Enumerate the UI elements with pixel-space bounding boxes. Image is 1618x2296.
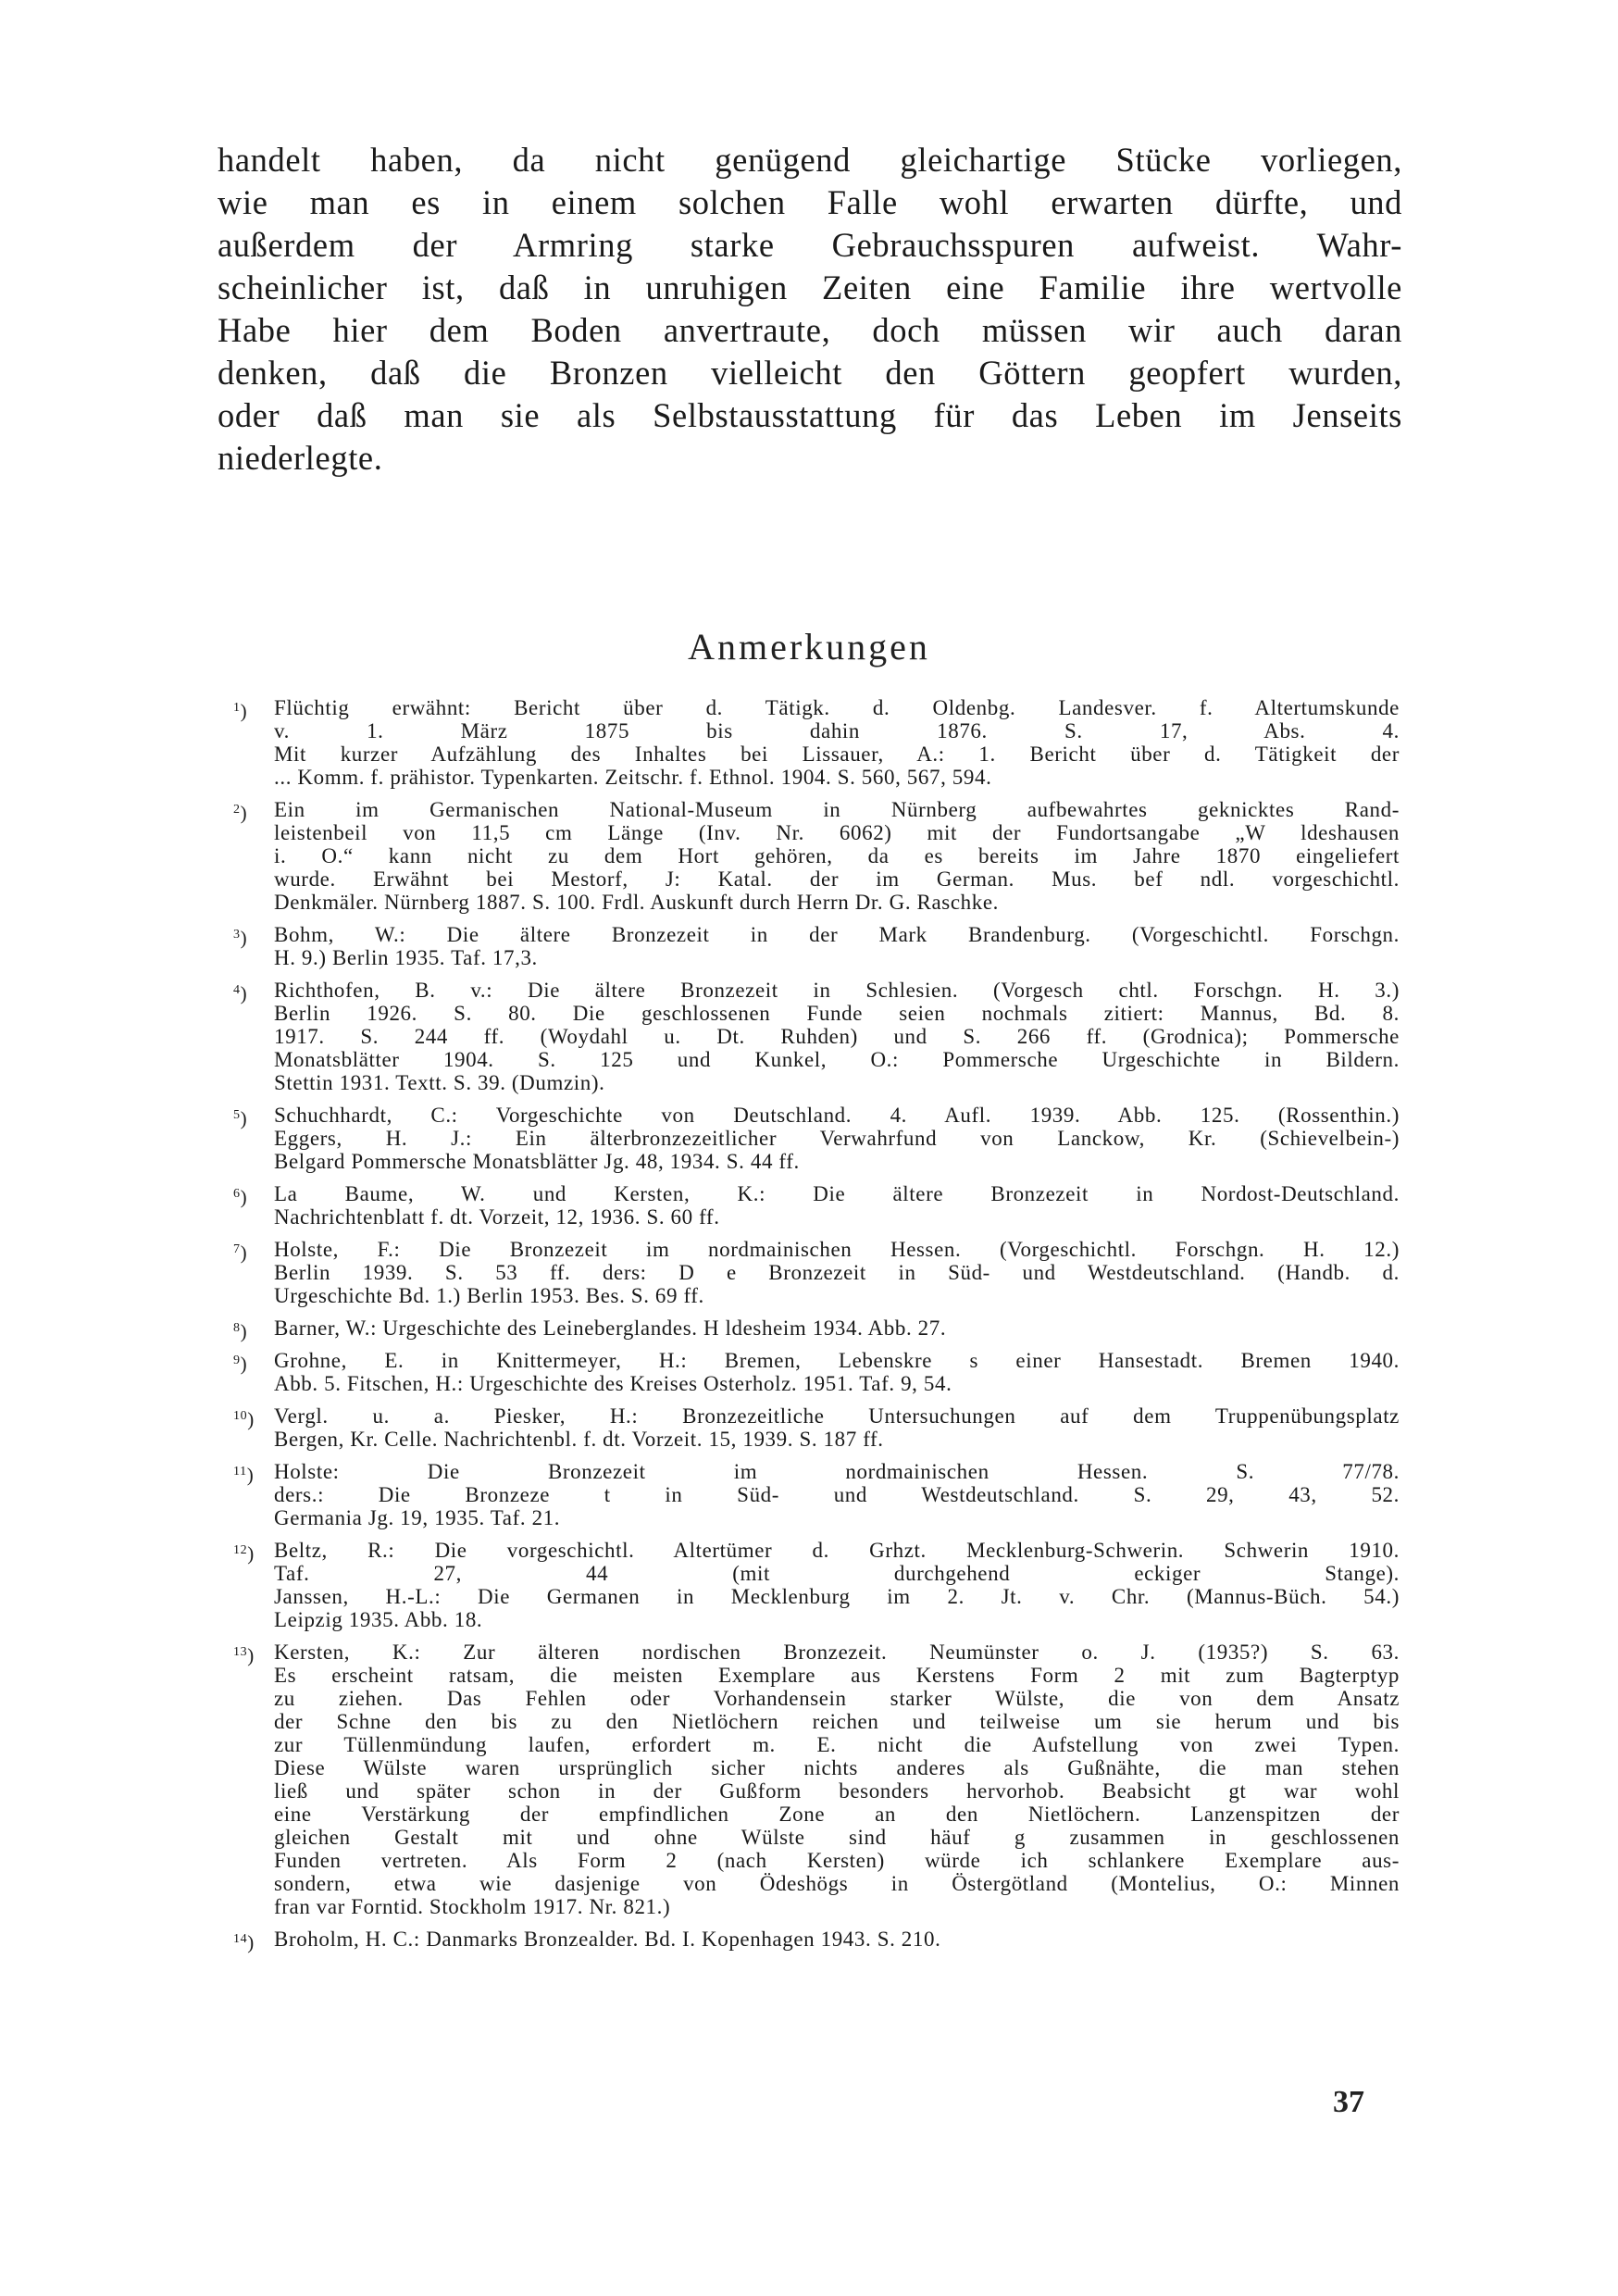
footnote-line: Nachrichtenblatt f. dt. Vorzeit, 12, 1936. S. 60 ff. — [274, 1205, 720, 1229]
footnote-line: Vergl. u. a. Piesker, H.: Bronzezeitliche Untersuchungen auf dem Truppenübungsplatz — [274, 1404, 1400, 1428]
footnote-line: wurde. Erwähnt bei Mestorf, J: Katal. der im German. Mus. bef ndl. vorgeschichtl. — [274, 867, 1400, 891]
footnote-number: $^1$) — [233, 700, 248, 722]
footnote — [233, 1104, 1400, 1173]
footnote — [233, 696, 1400, 789]
footnote — [233, 1349, 1400, 1395]
footnote — [233, 1460, 1400, 1529]
footnote-number-text: 2 — [233, 803, 241, 817]
footnote-line: Bohm, W.: Die ältere Bronzezeit in der Mark Brandenburg. (Vorgeschichtl. Forschgn. — [274, 923, 1400, 946]
footnote-line: Belgard Pommersche Monatsblätter Jg. 48, 1934. S. 44 ff. — [274, 1150, 800, 1173]
footnote-number: $^3$) — [233, 927, 248, 949]
footnote-line: Denkmäler. Nürnberg 1887. S. 100. Frdl. Auskunft durch Herrn Dr. G. Raschke. — [274, 891, 999, 914]
footnote-number-text: 8 — [233, 1321, 241, 1335]
footnote — [233, 1641, 1400, 1918]
footnote — [233, 1316, 1400, 1342]
footnote — [233, 1238, 1400, 1307]
footnotes-list — [233, 696, 1400, 1960]
page-number: 37 — [1333, 2085, 1364, 2119]
paragraph-line: Habe hier dem Boden anvertraute, doch müssen wir auch daran — [218, 311, 1402, 349]
footnote-line: Monatsblätter 1904. S. 125 und Kunkel, O.: Pommersche Urgeschichte in Bildern. — [274, 1048, 1400, 1071]
footnote-number-text: 9 — [233, 1354, 241, 1367]
footnote-line: H. 9.) Berlin 1935. Taf. 17,3. — [274, 946, 538, 969]
footnote-line: Berlin 1926. S. 80. Die geschlossenen Funde seien nochmals zitiert: Mannus, Bd. 8. — [274, 1002, 1400, 1025]
footnote-line: ders.: Die Bronzeze t in Süd- und Westdeutschland. S. 29, 43, 52. — [274, 1483, 1400, 1506]
footnote-line: Diese Wülste waren ursprünglich sicher nichts anderes als Gußnähte, die man stehen — [274, 1756, 1400, 1779]
footnote-number-text: 12 — [233, 1543, 248, 1557]
footnote-number-text: 14 — [233, 1932, 248, 1946]
footnote-line: Es erscheint ratsam, die meisten Exemplare aus Kerstens Form 2 mit zum Bagterptyp — [274, 1664, 1400, 1687]
footnote-line: gleichen Gestalt mit und ohne Wülste sind häuf g zusammen in geschlossenen — [274, 1826, 1400, 1849]
footnote-number: $^{11}$) — [233, 1464, 255, 1486]
footnote-line: Grohne, E. in Knittermeyer, H.: Bremen, Lebenskre s einer Hansestadt. Bremen 1940. — [274, 1349, 1400, 1372]
footnote-line: fran var Forntid. Stockholm 1917. Nr. 821.) — [274, 1895, 671, 1918]
paragraph-line: außerdem der Armring starke Gebrauchsspuren aufweist. Wahr- — [218, 226, 1402, 264]
footnote-line: Mit kurzer Aufzählung des Inhaltes bei Lissauer, A.: 1. Bericht über d. Tätigkeit der — [274, 742, 1400, 766]
footnote-line: Urgeschichte Bd. 1.) Berlin 1953. Bes. S. 69 ff. — [274, 1284, 704, 1307]
footnote-number-text: 11 — [233, 1465, 247, 1479]
footnote-number: $^5$) — [233, 1107, 248, 1129]
footnote-line: zu ziehen. Das Fehlen oder Vorhandensein starker Wülste, die von dem Ansatz — [274, 1687, 1400, 1710]
footnote-number-text: 4 — [233, 983, 241, 997]
footnote-line: Taf. 27, 44 (mit durchgehend eckiger Stange). — [274, 1562, 1400, 1585]
footnote-line: Funden vertreten. Als Form 2 (nach Kersten) würde ich schlankere Exemplare aus- — [274, 1849, 1400, 1872]
footnote-number: $^8$) — [233, 1320, 248, 1342]
paragraph-line: handelt haben, da nicht genügend gleichartige Stücke vorliegen, — [218, 141, 1402, 179]
footnote-number: $^4$) — [233, 982, 248, 1004]
footnote — [233, 923, 1400, 969]
footnote-line: Holste: Die Bronzezeit im nordmainischen Hessen. S. 77/78. — [274, 1460, 1400, 1483]
footnote-number: $^7$) — [233, 1242, 248, 1264]
footnote-line: Leipzig 1935. Abb. 18. — [274, 1608, 483, 1631]
footnote-number-text: 6 — [233, 1187, 241, 1201]
paragraph-line: oder daß man sie als Selbstausstattung für das Leben im Jenseits — [218, 396, 1402, 434]
footnote-number: $^{14}$) — [233, 1931, 255, 1953]
footnote-number: $^{13}$) — [233, 1644, 255, 1666]
footnote — [233, 1539, 1400, 1631]
footnote-line: v. 1. März 1875 bis dahin 1876. S. 17, Abs. 4. — [274, 719, 1400, 742]
footnote-number-text: 1 — [233, 701, 241, 715]
footnote-line: eine Verstärkung der empfindlichen Zone an den Nietlöchern. Lanzenspitzen der — [274, 1803, 1400, 1826]
footnote-line: Holste, F.: Die Bronzezeit im nordmainischen Hessen. (Vorgeschichtl. Forschgn. H. 12.) — [274, 1238, 1400, 1261]
footnote — [233, 1182, 1400, 1229]
footnote-line: i. O.“ kann nicht zu dem Hort gehören, da es bereits im Jahre 1870 eingeliefert — [274, 844, 1400, 867]
main-paragraph — [218, 139, 1402, 480]
footnote-line: La Baume, W. und Kersten, K.: Die ältere Bronzezeit in Nordost-Deutschland. — [274, 1182, 1400, 1205]
footnote-line: ließ und später schon in der Gußform besonders hervorhob. Beabsicht gt war wohl — [274, 1779, 1400, 1803]
footnote-line: Abb. 5. Fitschen, H.: Urgeschichte des Kreises Osterholz. 1951. Taf. 9, 54. — [274, 1372, 952, 1395]
paragraph-line: niederlegte. — [218, 439, 383, 477]
footnote-line: Stettin 1931. Textt. S. 39. (Dumzin). — [274, 1071, 605, 1094]
footnote-number: $^9$) — [233, 1353, 248, 1375]
footnote-line: Ein im Germanischen National-Museum in Nürnberg aufbewahrtes geknicktes Rand- — [274, 798, 1400, 821]
footnote-line: der Schne den bis zu den Nietlöchern reichen und teilweise um sie herum und bis — [274, 1710, 1400, 1733]
footnote — [233, 979, 1400, 1094]
footnote-line: Kersten, K.: Zur älteren nordischen Bronzezeit. Neumünster o. J. (1935?) S. 63. — [274, 1641, 1400, 1664]
footnote-number-text: 10 — [233, 1409, 248, 1423]
footnote-number-text: 3 — [233, 928, 241, 942]
footnote-number-text: 13 — [233, 1645, 248, 1659]
footnote-line: Schuchhardt, C.: Vorgeschichte von Deutschland. 4. Aufl. 1939. Abb. 125. (Rossenthin.) — [274, 1104, 1400, 1127]
paragraph-line: denken, daß die Bronzen vielleicht den Göttern geopfert wurden, — [218, 354, 1402, 392]
footnote-line: Barner, W.: Urgeschichte des Leineberglandes. H ldesheim 1934. Abb. 27. — [274, 1316, 947, 1340]
footnote-line: Eggers, H. J.: Ein älterbronzezeitlicher Verwahrfund von Lanckow, Kr. (Schievelbein-) — [274, 1127, 1400, 1150]
footnote-line: Broholm, H. C.: Danmarks Bronzealder. Bd. I. Kopenhagen 1943. S. 210. — [274, 1928, 941, 1951]
footnote — [233, 798, 1400, 914]
footnote-number: $^6$) — [233, 1186, 248, 1208]
footnote — [233, 1928, 1400, 1953]
footnote-number-text: 5 — [233, 1108, 241, 1122]
footnote-line: Janssen, H.-L.: Die Germanen in Mecklenburg im 2. Jt. v. Chr. (Mannus-Büch. 54.) — [274, 1585, 1400, 1608]
footnote-line: Richthofen, B. v.: Die ältere Bronzezeit in Schlesien. (Vorgesch chtl. Forschgn. H. 3.) — [274, 979, 1400, 1002]
paragraph-line: scheinlicher ist, daß in unruhigen Zeiten eine Familie ihre wertvolle — [218, 268, 1402, 306]
footnote-line: Bergen, Kr. Celle. Nachrichtenbl. f. dt. Vorzeit. 15, 1939. S. 187 ff. — [274, 1428, 884, 1451]
footnote-number: $^2$) — [233, 802, 248, 824]
footnote-line: ... Komm. f. prähistor. Typenkarten. Zeitschr. f. Ethnol. 1904. S. 560, 567, 594. — [274, 766, 992, 789]
footnote-line: leistenbeil von 11,5 cm Länge (Inv. Nr. 6062) mit der Fundortsangabe „W ldeshausen — [274, 821, 1400, 844]
footnote-line: zur Tüllenmündung laufen, erfordert m. E. nicht die Aufstellung von zwei Typen. — [274, 1733, 1400, 1756]
footnote-line: 1917. S. 244 ff. (Woydahl u. Dt. Ruhden) und S. 266 ff. (Grodnica); Pommersche — [274, 1025, 1400, 1048]
footnote — [233, 1404, 1400, 1451]
footnote-number: $^{12}$) — [233, 1542, 255, 1565]
paragraph-line: wie man es in einem solchen Falle wohl erwarten dürfte, und — [218, 183, 1402, 221]
footnote-number-text: 7 — [233, 1242, 241, 1256]
footnote-line: sondern, etwa wie dasjenige von Ödeshögs in Östergötland (Montelius, O.: Minnen — [274, 1872, 1400, 1895]
notes-heading: Anmerkungen — [688, 626, 930, 668]
footnote-line: Berlin 1939. S. 53 ff. ders: D e Bronzezeit in Süd- und Westdeutschland. (Handb. d. — [274, 1261, 1400, 1284]
footnote-number: $^{10}$) — [233, 1408, 255, 1430]
footnote-line: Beltz, R.: Die vorgeschichtl. Altertümer d. Grhzt. Mecklenburg-Schwerin. Schwerin 1910. — [274, 1539, 1400, 1562]
footnote-line: Flüchtig erwähnt: Bericht über d. Tätigk. d. Oldenbg. Landesver. f. Altertumskunde — [274, 696, 1400, 719]
footnote-line: Germania Jg. 19, 1935. Taf. 21. — [274, 1506, 561, 1529]
